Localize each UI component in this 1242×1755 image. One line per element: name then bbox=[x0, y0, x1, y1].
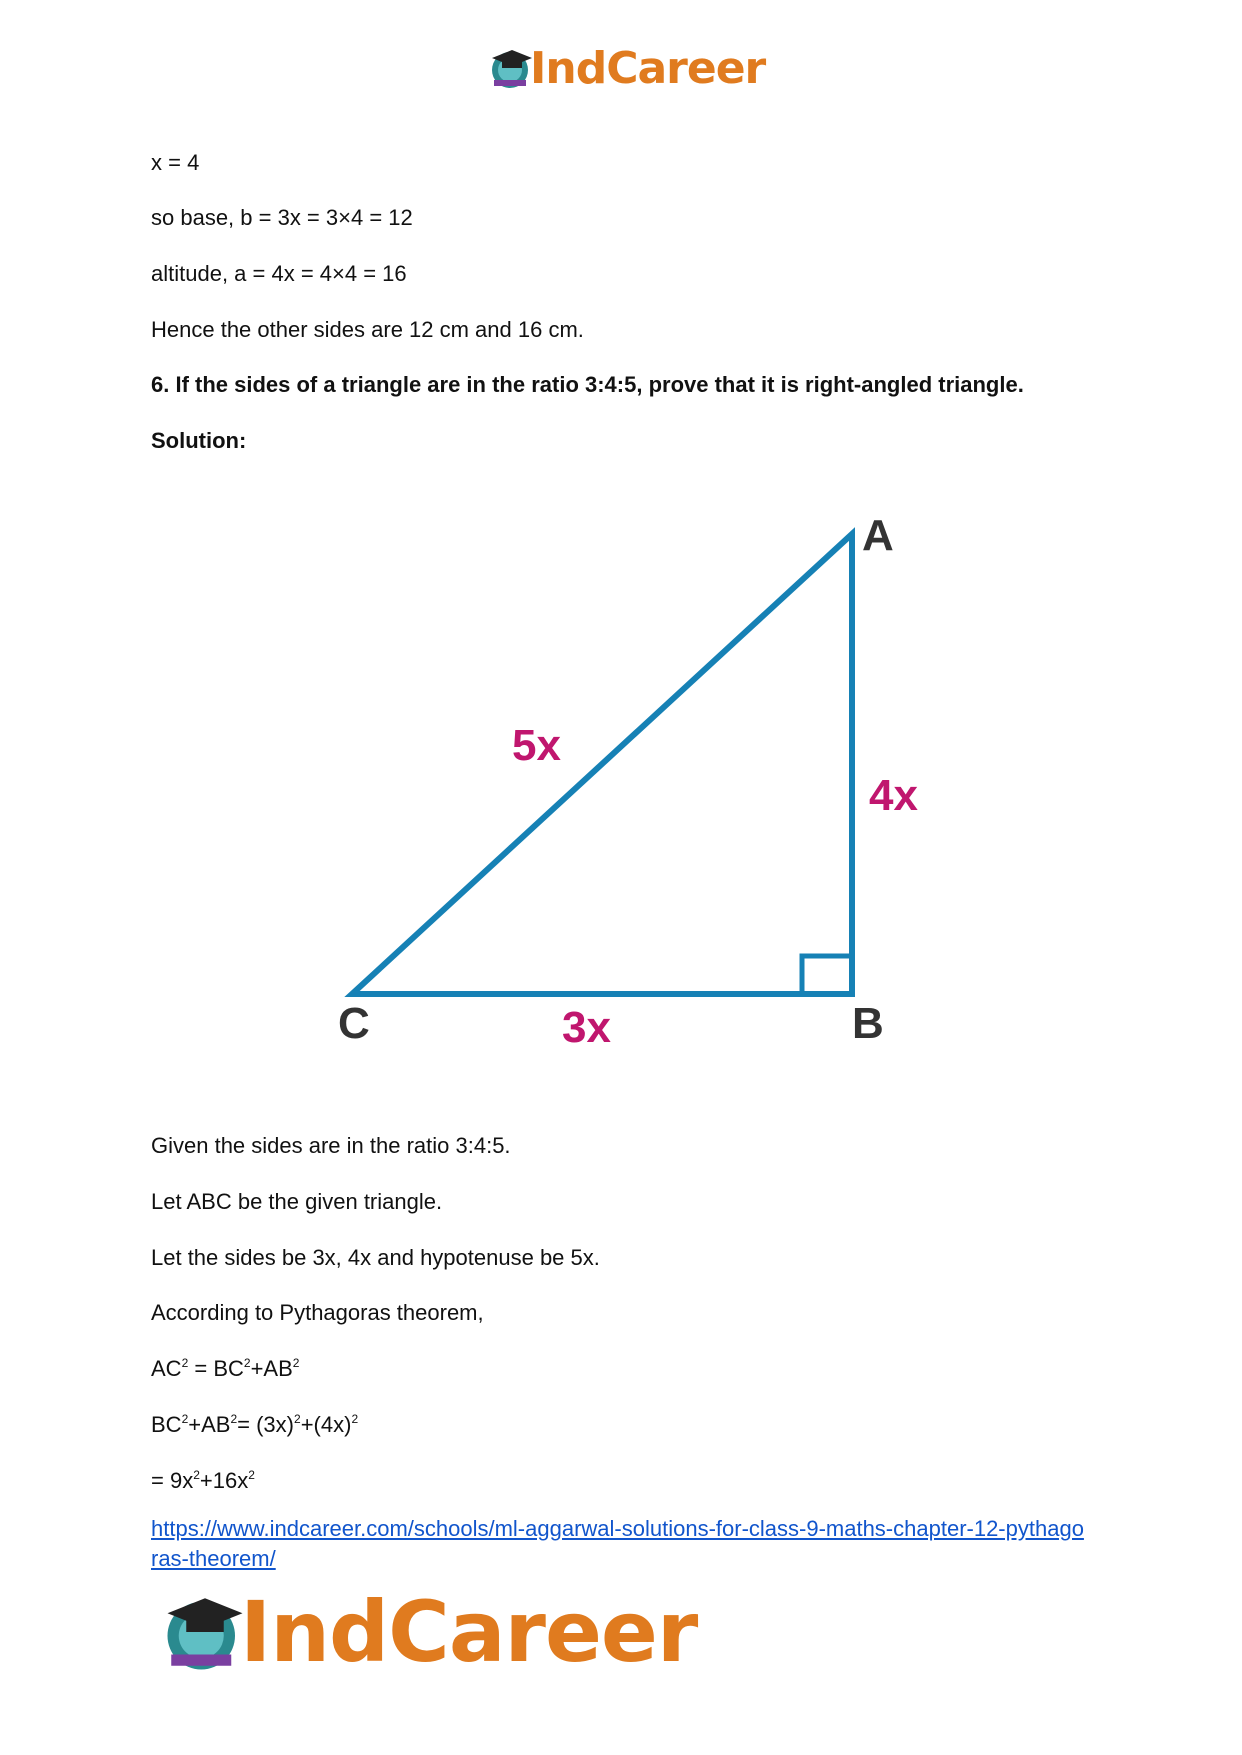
eq-term: +(4x) bbox=[300, 1412, 352, 1437]
vertex-b-label: B bbox=[852, 999, 884, 1048]
side-ab-label: 4x bbox=[869, 771, 918, 820]
triangle-abc bbox=[352, 534, 852, 994]
eq-term: AC bbox=[151, 1356, 182, 1381]
side-bc-label: 3x bbox=[562, 1003, 611, 1052]
vertex-a-label: A bbox=[862, 511, 894, 560]
text-line: Let the sides be 3x, 4x and hypotenuse be 5x. bbox=[151, 1245, 600, 1270]
exponent: 2 bbox=[181, 1356, 189, 1370]
logo-text: IndCareer bbox=[240, 1583, 698, 1681]
text-line: According to Pythagoras theorem, bbox=[151, 1300, 484, 1325]
question-text: 6. If the sides of a triangle are in the ratio 3:4:5, prove that it is right-angled triangle. bbox=[151, 372, 1024, 397]
solution-label: Solution: bbox=[151, 428, 247, 453]
eq-term: +16x bbox=[199, 1468, 249, 1493]
eq-term: = (3x) bbox=[237, 1412, 294, 1437]
source-link[interactable]: https://www.indcareer.com/schools/ml-aggarwal-solutions-for-class-9-maths-chapter-12-pythagoras-theorem/ bbox=[151, 1516, 1084, 1571]
side-ac-label: 5x bbox=[512, 721, 561, 770]
exponent: 2 bbox=[243, 1356, 251, 1370]
equation-1 bbox=[151, 1355, 299, 1383]
exponent: 2 bbox=[292, 1356, 300, 1370]
graduation-cap-globe-icon bbox=[160, 1587, 250, 1677]
right-angle-marker bbox=[802, 956, 852, 994]
text-line: Hence the other sides are 12 cm and 16 cm. bbox=[151, 317, 584, 342]
exponent: 2 bbox=[181, 1412, 189, 1426]
exponent: 2 bbox=[351, 1412, 359, 1426]
vertex-c-label: C bbox=[338, 999, 370, 1048]
text-line: so base, b = 3x = 3×4 = 12 bbox=[151, 205, 413, 230]
exponent: 2 bbox=[248, 1468, 255, 1482]
eq-term: = BC bbox=[188, 1356, 244, 1381]
text-line: Given the sides are in the ratio 3:4:5. bbox=[151, 1133, 511, 1158]
logo-text: IndCareer bbox=[530, 42, 766, 94]
exponent: 2 bbox=[193, 1468, 200, 1482]
eq-term: BC bbox=[151, 1412, 182, 1437]
text-line: x = 4 bbox=[151, 150, 200, 175]
eq-term: +AB bbox=[250, 1356, 293, 1381]
footer-logo bbox=[160, 1582, 697, 1682]
equation-3 bbox=[151, 1467, 255, 1495]
eq-term: = 9x bbox=[151, 1468, 194, 1493]
eq-term: +AB bbox=[188, 1412, 231, 1437]
text-line: altitude, a = 4x = 4×4 = 16 bbox=[151, 261, 407, 286]
text-line: Let ABC be the given triangle. bbox=[151, 1189, 443, 1214]
exponent: 2 bbox=[294, 1412, 301, 1426]
equation-2 bbox=[151, 1411, 358, 1439]
exponent: 2 bbox=[230, 1412, 238, 1426]
